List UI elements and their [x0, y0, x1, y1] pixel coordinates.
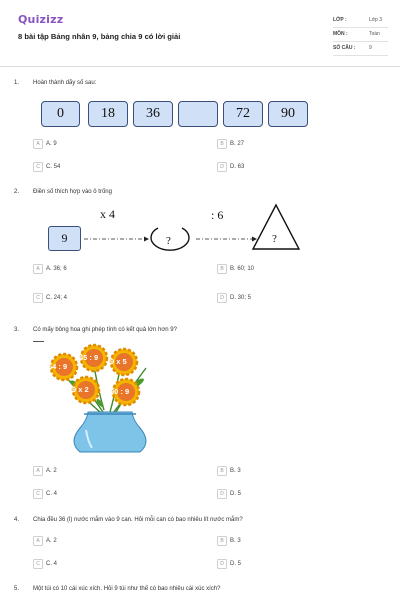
option-text: B. 60; 10	[230, 265, 255, 272]
meta-value: Lớp 3	[369, 17, 383, 23]
question-text: Có mấy bông hoa ghi phép tính có kết quả lớn hơn 9?	[33, 327, 177, 333]
sequence-box: 72	[223, 101, 263, 127]
question-number: 1.	[14, 80, 20, 86]
option-text: B. 3	[230, 467, 241, 474]
question-number: 2.	[14, 189, 20, 195]
meta-value: 9	[369, 45, 372, 51]
sequence-box: 36	[133, 101, 173, 127]
start-number-box: 9	[48, 226, 81, 251]
option-text: A. 2	[46, 537, 57, 544]
option-letter: B	[217, 466, 227, 476]
flower-label: 90 : 9	[110, 387, 130, 396]
option-letter: C	[33, 162, 43, 172]
option-text: B. 27	[230, 140, 245, 147]
meta-key: MÔN :	[333, 31, 348, 37]
sequence-box: 90	[268, 101, 308, 127]
divide-label: : 6	[211, 208, 224, 222]
sequence-box: 18	[88, 101, 128, 127]
option-letter: A	[33, 264, 43, 274]
question-number: 4.	[14, 517, 20, 523]
option-text: A. 2	[46, 467, 57, 474]
question-number: 3.	[14, 327, 20, 333]
meta-value: Toán	[369, 31, 380, 37]
option-text: A. 36; 6	[46, 265, 67, 272]
flower-label: 45 : 9	[79, 353, 99, 362]
option-text: D. 5	[230, 490, 242, 497]
option-letter: D	[217, 559, 227, 569]
option-text: C. 4	[46, 490, 58, 497]
option-letter: C	[33, 293, 43, 303]
option-letter: A	[33, 536, 43, 546]
option-text: C. 4	[46, 560, 58, 567]
unknown-triangle-value: ?	[272, 233, 277, 245]
sequence-box: 0	[41, 101, 80, 127]
option-text: D. 30; 5	[230, 294, 252, 301]
option-text: A. 9	[46, 140, 57, 147]
option-letter: A	[33, 466, 43, 476]
page-title: 8 bài tập Bảng nhân 9, bảng chia 9 có lời giải	[18, 32, 181, 41]
question-text: Điền số thích hợp vào ô trống	[33, 189, 112, 195]
meta-key: SỐ CÂU :	[333, 45, 356, 51]
option-letter: A	[33, 139, 43, 149]
option-letter: D	[217, 162, 227, 172]
flower-label: 9 x 5	[110, 357, 127, 366]
option-letter: D	[217, 293, 227, 303]
option-letter: B	[217, 264, 227, 274]
multiply-label: x 4	[100, 207, 115, 221]
option-letter: D	[217, 489, 227, 499]
option-letter: C	[33, 489, 43, 499]
option-letter: B	[217, 536, 227, 546]
option-text: C. 54	[46, 163, 61, 170]
option-text: D. 5	[230, 560, 242, 567]
unknown-circle-value: ?	[166, 235, 171, 247]
option-text: B. 3	[230, 537, 241, 544]
question-text: Chia đều 36 (l) nước mắm vào 9 can. Hỏi mỗi can có bao nhiêu lít nước mắm?	[33, 517, 243, 523]
option-letter: B	[217, 139, 227, 149]
quizizz-logo: Quizizz	[18, 13, 64, 26]
option-text: D. 63	[230, 163, 245, 170]
vase	[74, 412, 146, 452]
question-text: Hoàn thành dãy số sau:	[33, 80, 97, 86]
option-text: C. 24; 4	[46, 294, 68, 301]
flower-label: 54 : 9	[48, 362, 68, 371]
question-number: 5.	[14, 586, 20, 592]
question-text: Một túi có 10 cái xúc xích. Hỏi 9 túi như thế có bao nhiêu cái xúc xích?	[33, 586, 221, 592]
option-letter: C	[33, 559, 43, 569]
flower-label: 9 x 2	[72, 385, 89, 394]
meta-key: LỚP :	[333, 17, 347, 23]
